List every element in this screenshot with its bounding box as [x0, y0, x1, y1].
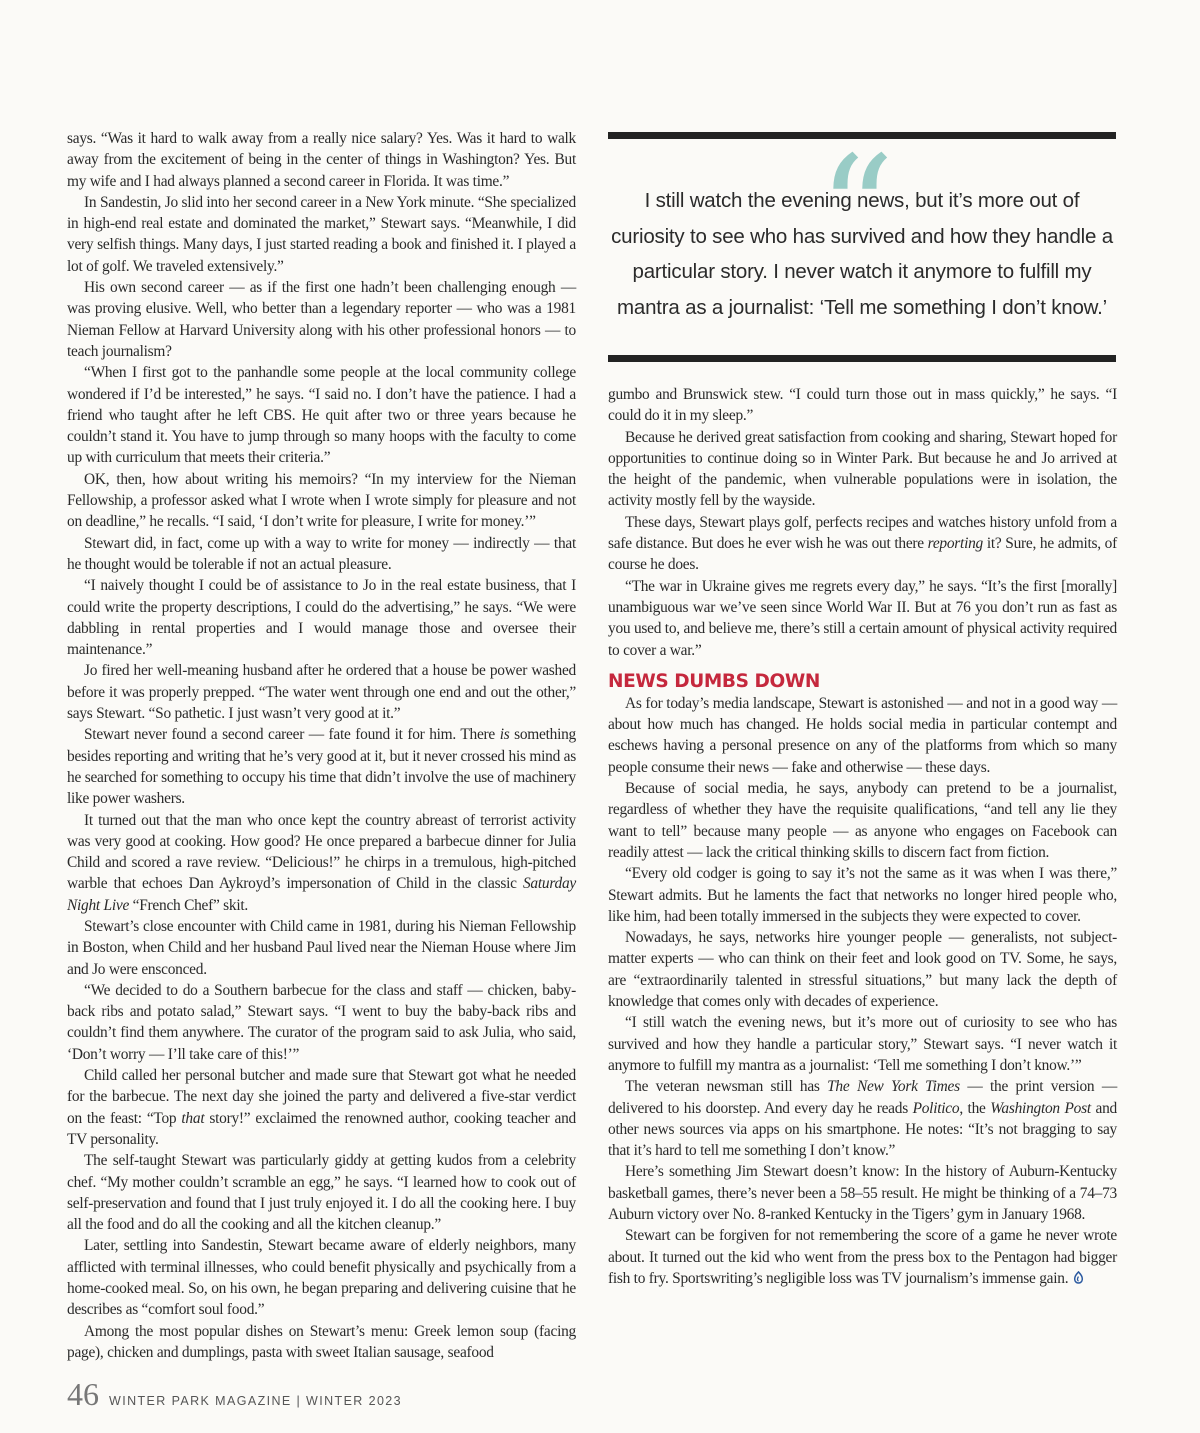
- body-paragraph: Because he derived great satisfaction from cooking and sharing, Stewart hoped for opportunities to continue doing so in Winter Park. But because he and Jo arrived at the height of the pandemic, when vulnerable populations were in isolation, the activity mostly fell by the wayside.: [608, 428, 1117, 510]
- body-paragraph: “Every old codger is going to say it’s not the same as it was when I was there,” Stewart admits. But he laments the fact that networks no longer hired people who, like him, had been totally immersed in the subjects they were expected to cover.: [608, 865, 1117, 925]
- body-paragraph: gumbo and Brunswick stew. “I could turn those out in mass quickly,” he says. “I could do it in my sleep.”: [608, 386, 1117, 425]
- body-paragraph: Jo fired her well-meaning husband after he ordered that a house be power washed before it was properly prepped. “The water went through one end and out the other,” says Stewart. “So pathetic. I just wasn’t very good at it.”: [67, 662, 576, 723]
- section-heading: NEWS DUMBS DOWN: [608, 670, 820, 692]
- body-paragraph: “I still watch the evening news, but it’s more out of curiosity to see who has survived and how they handle a particular story,” Stewart says. “I never watch it anymore to fulfill my mantra as a journalist: ‘Tell me something I don’t know.’”: [608, 1014, 1117, 1074]
- left-article-column: [67, 128, 576, 1363]
- body-paragraph: His own second career — as if the first one hadn’t been challenging enough — was proving elusive. Well, who better than a legendary reporter — who was a 1981 Nieman Fellow at Harvard University along with his other professional honors — to teach journalism?: [67, 279, 576, 360]
- end-mark-icon: [1072, 1271, 1085, 1284]
- body-paragraph: The veteran newsman still has The New York Times — the print version — delivered to his doorstep. And every day he reads Politico, the Washington Post and other news sources via apps on his smartphone. He notes: “It’s not bragging to say that it’s hard to tell me something I don’t know.”: [608, 1078, 1117, 1160]
- quote-mark-icon: “: [818, 125, 895, 299]
- body-paragraph: These days, Stewart plays golf, perfects recipes and watches history unfold from a safe distance. But does he ever wish he was out there reporting it? Sure, he admits, of course he does.: [608, 513, 1117, 574]
- pull-quote-text: I still watch the evening news, but it’s more out of curiosity to see who has survived and how they handle a particular story. I never watch it anymore to fulfill my mantra as a journalist: ‘Tell me something I don’t know.’: [611, 189, 1113, 319]
- body-paragraph: Among the most popular dishes on Stewart’s menu: Greek lemon soup (facing page), chicken and dumplings, pasta with sweet Italian sausage, seafood: [67, 1322, 576, 1361]
- body-paragraph: The self-taught Stewart was particularly giddy at getting kudos from a celebrity chef. “My mother couldn’t scramble an egg,” he says. “I learned how to cook out of self-preservation and found that I just truly enjoyed it. I do all the cooking here. I buy all the food and do all the cooking and all the kitchen cleanup.”: [67, 1152, 576, 1234]
- body-paragraph: Stewart never found a second career — fate found it for him. There is something besides reporting and writing that he’s very good at it, but it never crossed his mind as he searched for something to occupy his time that didn’t involve the use of machinery like power washers.: [67, 726, 576, 808]
- body-paragraph: It turned out that the man who once kept the country abreast of terrorist activity was very good at cooking. How good? He once prepared a barbecue dinner for Julia Child and scored a rave review. “Delicious!” he chirps in a tremulous, high-pitched warble that echoes Dan Aykroyd’s impersonation of Child in the classic Saturday Night Live “French Chef” skit.: [67, 811, 576, 914]
- page-footer: [67, 1376, 402, 1413]
- body-paragraph: “I naively thought I could be of assistance to Jo in the real estate business, that I could write the property descriptions, I could do the advertising,” he says. “We were dabbling in rental properties and I would manage those and oversee their maintenance.”: [67, 577, 576, 659]
- body-paragraph: Later, settling into Sandestin, Stewart became aware of elderly neighbors, many afflicted with terminal illnesses, who could benefit physically and psychically from a home-cooked meal. So, on his own, he began preparing and delivering cuisine that he describes as “comfort soul food.”: [67, 1237, 576, 1319]
- body-paragraph: “We decided to do a Southern barbecue for the class and staff — chicken, baby-back ribs and potato salad,” Stewart says. “I went to buy the baby-back ribs and couldn’t find them anywhere. The curator of the program said to ask Julia, who said, ‘Don’t worry — I’ll take care of this!’”: [67, 981, 576, 1063]
- body-paragraph: Stewart did, in fact, come up with a way to write for money — indirectly — that he thought would be tolerable if not an actual pleasure.: [67, 534, 576, 573]
- body-paragraph: Stewart’s close encounter with Child came in 1981, during his Nieman Fellowship in Boston, when Child and her husband Paul lived near the Nieman House where Jim and Jo were ensconced.: [67, 917, 576, 978]
- body-paragraph: Because of social media, he says, anybody can pretend to be a journalist, regardless of whether they have the requisite qualifications, “and tell any lie they want to tell” because many people — as anyone who engages on Facebook can readily attest — lack the critical thinking skills to discern fact from fiction.: [608, 780, 1117, 861]
- body-paragraph: In Sandestin, Jo slid into her second career in a New York minute. “She specialized in high-end real estate and dominated the market,” Stewart says. “Meanwhile, I did very selfish things. Many days, I just started reading a book and finished it. I played a lot of golf. We traveled extensively.”: [67, 193, 576, 275]
- body-paragraph: Here’s something Jim Stewart doesn’t know: In the history of Auburn-Kentucky basketball games, there’s never been a 58–55 result. He might be thinking of a 74–73 Auburn victory over No. 8-ranked Kentucky in the Tigers’ gym in January 1968.: [608, 1163, 1117, 1223]
- pull-quote: [608, 125, 1116, 362]
- right-article-column: [608, 384, 1117, 1289]
- body-paragraph: OK, then, how about writing his memoirs? “In my interview for the Nieman Fellowship, a professor asked what I wrote when I wrote simply for pleasure and not on deadline,” he recalls. “I said, ‘I don’t write for pleasure, I write for money.’”: [67, 470, 576, 531]
- body-paragraph: Stewart can be forgiven for not remembering the score of a game he never wrote about. It turned out the kid who went from the press box to the Pentagon had bigger fish to fry. Sportswriting’s negligible loss was TV journalism’s immense gain.: [608, 1227, 1117, 1287]
- folio-line: WINTER PARK MAGAZINE | WINTER 2023: [109, 1394, 403, 1408]
- body-paragraph: Nowadays, he says, networks hire younger people — generalists, not subject-matter experts — who can think on their feet and look good on TV. Some, he says, are “extraordinarily talented in stressful situations,” but many lack the depth of knowledge that comes only with decades of experience.: [608, 929, 1117, 1011]
- body-paragraph: says. “Was it hard to walk away from a really nice salary? Yes. Was it hard to walk away from the excitement of being in the center of things in Washington? Yes. But my wife and I had always planned a second career in Florida. It was time.”: [67, 130, 576, 190]
- body-paragraph: “The war in Ukraine gives me regrets every day,” he says. “It’s the first [morally] unambiguous war we’ve seen since World War II. But at 76 you don’t run as fast as you used to, and believe me, there’s still a certain amount of physical activity required to cover a war.”: [608, 577, 1117, 659]
- page-number: 46: [67, 1376, 99, 1412]
- body-paragraph: Child called her personal butcher and made sure that Stewart got what he needed for the barbecue. The next day she joined the party and delivered a five-star verdict on the feast: “Top that story!” exclaimed the renowned author, cooking teacher and TV personality.: [67, 1067, 576, 1148]
- body-paragraph: As for today’s media landscape, Stewart is astonished — and not in a good way — about how much has changed. He holds social media in particular contempt and eschews having a personal presence on any of the platforms from which so many people consume their news — fake and otherwise — these days.: [608, 694, 1117, 776]
- body-paragraph: “When I first got to the panhandle some people at the local community college wondered if I’d be interested,” he says. “I said no. I don’t have the patience. I had a friend who taught after he left CBS. He quit after two or three years because he couldn’t stand it. You have to jump through so many hoops with the faculty to come up with curriculum that meets their criteria.”: [67, 364, 576, 467]
